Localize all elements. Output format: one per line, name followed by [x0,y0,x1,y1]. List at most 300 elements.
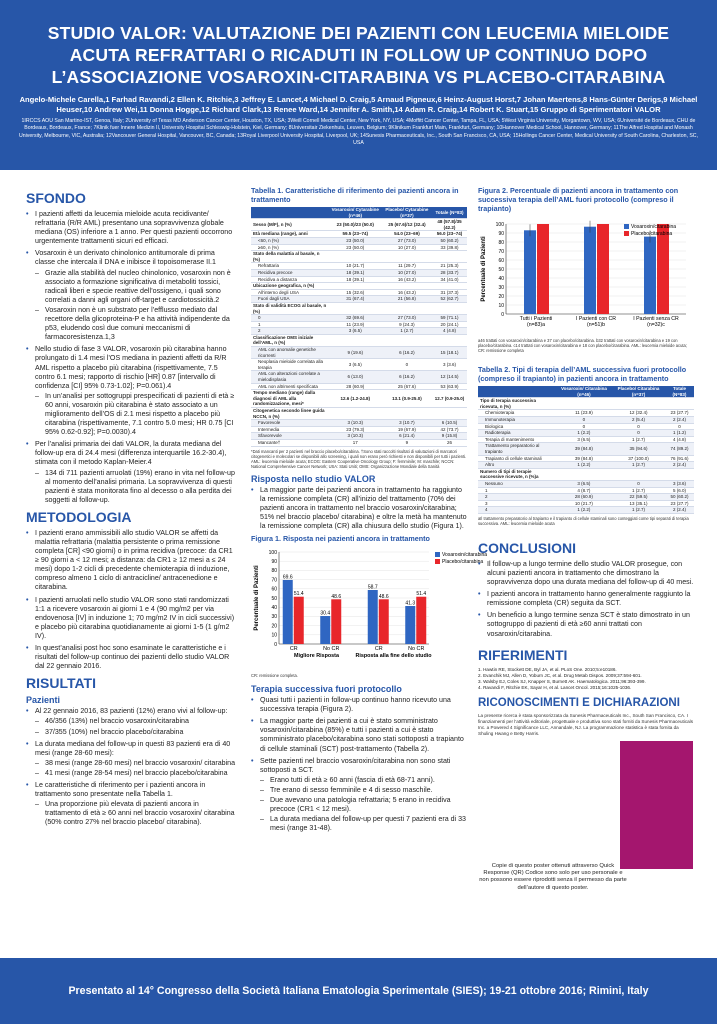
bar [294,597,304,644]
table-cell [556,468,612,480]
metodologia-list [26,529,236,671]
table-row [251,296,467,303]
column-middle [251,186,488,836]
x-tick-label: Tutti i Pazienti [519,316,553,322]
heading-sfondo: SFONDO [26,190,86,206]
y-tick-label: 70 [271,577,277,584]
table-cell: 6 (16.2) [382,347,432,359]
table-row [251,433,467,440]
y-tick-label: 20 [271,623,277,630]
table-cell: 2 (2.4) [665,462,694,469]
table-cell [665,398,694,410]
qr-area [478,741,694,891]
y-tick-label: 0 [274,641,277,648]
x-tick-label: CR [289,646,298,653]
references-list [478,667,694,691]
table-row [478,423,694,430]
table-row [478,436,694,443]
affiliations: 1IRCCS AOU San Martino-IST, Genoa, Italy; 2University of Texas MD Anderson Cancer Center, Houston, TX, USA; 3Weill Cornell Medical Center, New York, NY, USA; 4Moffitt Cancer Center, Tampa, FL, USA; 5West Virginia University, Morgantown, WV, USA; 6Université de Bordeaux, CHU de Bordeaux, Bordeaux, France; 7Klinik fuer Innere Medizin II, University Hospital Schleswig-Holstein, Kiel, Germany; 8Universitair Ziekenhuis, Leuven, Belgium; 9Klinikum Frankfurt Main, Frankfurt, Germany; 10Hannover Medical School, Hannover, Germany; 11The Alfred Hospital and Monash University, Melbourne, VIC, Australia; 12Vancouver General Hospital, Vancouver, BC, Canada; 13Royal Liverpool University Hospital, Liverpool, UK; 14Sunesis Pharmaceuticals, Inc., South San Francisco, CA, USA; 15Hollings Cancer Center, Medical University of South Carolina, Charleston, SC, USA [18,118,698,147]
list-item: • Il follow-up a lungo termine dello studio VALOR prosegue, con alcuni pazienti ancora in trattamento che dimostrano la sopravvivenza dopo una durata mediana del follow-up di 40 mesi. [478,560,694,587]
data-label: 51.4 [416,591,427,598]
bar [379,599,389,644]
table-header-row [251,207,467,219]
table-cell: 16 (43.2) [382,276,432,283]
table-cell: Recidiva a distanza [251,276,329,283]
table-row [478,468,694,480]
table-cell: Intermedia [251,426,329,433]
table-cell: 28 (60.9) [329,383,382,390]
table-cell: 9 (19.6) [329,347,382,359]
table-cell: Mancante† [251,439,329,446]
table-cell: 1 (2.7) [612,507,665,514]
subheading-pazienti: Pazienti [26,695,61,706]
list-item [26,249,236,342]
y-tick-label: 60 [271,586,277,593]
sub-list-item: – Due avevano una patologia refrattaria; 5 erano in recidiva precoce (CR1 < 12 mesi). [260,796,467,814]
list-item [26,740,236,778]
table-cell [329,283,382,290]
list-item: • Quasi tutti i pazienti in follow-up continuo hanno ricevuto una successiva terapia (Figura 2). [251,696,467,714]
poster-footer: Presentato al 14° Congresso della Società Italiana Ematologia Sperimentale (SIES); 19-21 ottobre 2016; Rimini, Italy [0,958,717,1024]
y-tick-label: 40 [498,275,504,282]
sfondo-list [26,210,236,505]
table-cell: 2 [478,494,556,501]
table-cell [432,251,467,263]
table-row [478,480,694,487]
table-cell: 1 (2.7) [612,487,665,494]
legend-label: Placebo/citarabina [631,231,673,237]
data-label: 69.6 [282,574,293,581]
legend-label: Vosaroxin/citarabina [442,552,488,559]
y-axis-label: Percentuale di Pazienti [254,565,260,631]
list-item [26,707,236,736]
risposta-list [251,486,467,531]
sub-list-item: – Vosaroxin non è un substrato per l’efflusso mediato dal recettore della glicoproteina-P e ha attività indipendente da p53, eludendo così due comuni meccanismi di farmacoresistenza.1,3 [35,306,236,342]
y-tick-label: 100 [268,549,277,556]
bar [283,580,293,644]
group-label: Risposta alla fine dello studio [355,653,432,660]
table-cell: 3 (10.3) [329,420,382,427]
table2-notes: aIl trattamento preparatorio al trapianto e il trapianto di cellule staminali sono conteggiati come tipi separati di terapia successiva. AML: leucemia mieloide acuta [478,515,689,526]
table-row [251,426,467,433]
table-cell: <60, n (%) [251,237,329,244]
sub-list-item: – Erano tutti di età ≥ 60 anni (fascia di età 68-71 anni). [260,776,467,785]
bar [584,227,596,314]
table-cell: AML con alterazioni correlate a mielodisplasia [251,371,329,383]
table-cell: Stato della malattia al basale, n (%) [251,251,329,263]
x-tick-label: I Pazienti senza CR [633,316,679,322]
table-cell: 1 (2.7) [612,462,665,469]
list-item: • I pazienti ancora in trattamento hanno generalmente raggiunto la remissione completa (CR) seguita da SCT. [478,590,694,608]
table-cell [432,283,467,290]
table-cell: Classificazione OMS iniziale dell’AML, n (%) [251,334,329,346]
table-cell: 0 [556,416,612,423]
table-cell [612,468,665,480]
table-cell: 76 (91.6) [665,455,694,462]
table-cell: 12 (14.5) [432,371,467,383]
table-cell: Neoplasia mieloide correlata alla terapia [251,359,329,371]
heading-conclusioni: CONCLUSIONI [478,539,576,556]
sub-list-item: – Tre erano di sesso femminile e 4 di sesso maschile. [260,786,467,795]
table-cell: Biologica [478,423,556,430]
figure1-title: Figura 1. Risposta nei pazienti ancora in trattamento [251,534,430,544]
x-tick-label: No CR [323,646,340,653]
table-cell: 12.6 (1.2-24.8) [329,390,382,408]
reference-item: 4. Ravandi F, Ritchie EK, Sayar H, et al. Lancet Oncol. 2015;16:1025-1036. [478,684,632,690]
table-cell: 5 (6.0) [665,487,694,494]
bar [320,616,330,644]
table-cell: 2 (5.4) [612,416,665,423]
table-row [251,334,467,346]
table-cell: 23 (50.0)/23 (50.0) [329,219,382,231]
table-row [251,347,467,359]
list-item [26,781,236,827]
sub-list-item: – 41 mesi (range 28-54 mesi) nel braccio placebo/citarabina [35,769,236,778]
table-row [251,390,467,408]
table-row [478,416,694,423]
table-cell: Favorevole [251,420,329,427]
list-item-text: Vosaroxin è un derivato chinolonico antitumorale di prima classe che intercala il DNA e inibisce il topoisomerase II.1 [35,249,216,267]
table-cell: 31 (37.3) [432,289,467,296]
table-cell: 6 (10.5) [432,420,467,427]
bar [657,224,669,314]
table-cell: 6 (21.4) [382,433,432,440]
table-cell: 13 (35.1) [612,500,665,507]
table-row [478,500,694,507]
acknowledgements-text: La presente ricerca è stata sponsorizzata da Sunesis Pharmaceuticals Inc., South San Francisco, CA. I finanziamenti per l’attività editoriale, progettuale e produttiva sono stati forniti da Sunesis Pharmaceuticals Inc. a Powered 4 Significance LLC, Annandale, NJ. La programmazione statistica è stata fornita da Shuling Hwang e Betty Harris. [478,712,694,736]
table-cell: Stato di validità ECOG al basale, n (%) [251,302,329,314]
table-cell: 15 (32.6) [329,289,382,296]
table-cell: 23 (27.7) [665,500,694,507]
table-cell: 21 (56.8) [382,296,432,303]
table-cell: Radioterapia [478,430,556,437]
table-cell: 4 (4.8) [665,436,694,443]
sub-list-item: – 37/355 (10%) nel braccio placebo/citarabina [35,728,236,737]
table-header-cell: Placebo/ Citarabina (n=37) [612,386,665,398]
table-cell: 1 (2.2) [556,462,612,469]
table-row [251,263,467,270]
table-cell: Tipo di terapia successiva ricevuta, n (%) [478,398,556,410]
list-item: • La maggior parte dei pazienti a cui è stato somministrato vosaroxin/citarabina (85%) e tutti i pazienti a cui è stato somministrato placebo/citarabina sono stati sottoposti a trapianto di cellule staminali (SCT) post-trattamento (Tabella 2). [251,717,467,753]
table-cell: 3 (10.7) [382,420,432,427]
legend-swatch [624,231,629,236]
table-cell [382,251,432,263]
table-row [251,371,467,383]
y-tick-label: 20 [498,293,504,300]
table-cell [382,334,432,346]
table-cell: 50 (60.2) [432,237,467,244]
sub-list-item: – Una proporzione più elevata di pazienti ancora in trattamento di età ≥ 60 anni nel braccio vosaroxin/ citarabina (50% contro 27% nel braccio placebo/ citarabina). [35,800,236,827]
table-row [251,289,467,296]
table-cell: 1 [478,487,556,494]
figure1-note: CR: remissione completa. [251,673,298,679]
y-tick-label: 50 [271,595,277,602]
table-cell: 35 (94.6) [612,443,665,455]
table-cell: 12.7 (0.9-25.0) [432,390,467,408]
data-label: 30.4 [320,610,331,617]
list-item: • La maggior parte dei pazienti ancora in trattamento ha raggiunto la remissione completa (CR) all’inizio del trattamento (70% dei pazienti ancora in trattamento nel braccio vosaroxin/citarabina; 51% nel braccio placebo/ citarabina) e oltre la metà ha mantenuto la remissione completa (CR) alla chiusura dello studio (Figura 1). [251,486,467,531]
table-row [251,328,467,335]
table-cell: 3 (3.6) [432,359,467,371]
table-row [478,462,694,469]
terapia-list [251,696,467,833]
table-row [478,507,694,514]
table-cell: 22 (59.5) [612,494,665,501]
table-row [478,455,694,462]
table-cell: 1 (2.2) [556,430,612,437]
y-tick-label: 30 [498,284,504,291]
table-cell: 1 [251,321,329,328]
table-cell: Chemioterapia [478,410,556,417]
figure2-title: Figura 2. Percentuale di pazienti ancora in trattamento con successiva terapia dell’AML fuori protocollo (compreso il trapianto) [478,186,679,213]
table-row [251,315,467,322]
table-cell [432,408,467,420]
table-cell: 19 (67.9) [382,426,432,433]
table-cell: 0 [382,359,432,371]
table-cell: Sfavorevole [251,433,329,440]
table-cell: Terapia di mantenimento [478,436,556,443]
table-cell: 6 (16.2) [382,371,432,383]
column-left [26,186,236,830]
table-cell: 13.1 (0.9-25.0) [382,390,432,408]
list-item: • In quest’analisi post hoc sono esaminate le caratteristiche e i risultati del follow-up continuo dei pazienti dello studio VALOR dal 22 gennaio 2016. [26,644,236,671]
data-label: 48.6 [331,593,342,600]
table-cell: 3 (10.3) [329,433,382,440]
table-cell: 1 (2.7) [612,436,665,443]
table-cell: 48 (57.8)/35 (42.2) [432,219,467,231]
table-cell: 10 (27.0) [382,269,432,276]
table-cell: 34 (41.0) [432,276,467,283]
table-cell: 3 (6.5) [556,480,612,487]
table-cell: 0 [612,480,665,487]
table-cell: 16 (43.2) [382,289,432,296]
qr-code[interactable] [620,741,693,869]
y-tick-label: 60 [498,257,504,264]
list-item [251,757,467,834]
legend-label: Vosaroxin/citarabina [631,224,677,230]
table-cell [382,283,432,290]
table-cell: 23 (50.0) [329,244,382,251]
table-cell: 20 (24.1) [432,321,467,328]
table-cell [329,408,382,420]
table-cell: 53 (63.9) [432,383,467,390]
table-header-cell [251,207,329,219]
reference-item: 2. Evanchik MJ, Allen D, Yoburn JC, et al. Drug Metab Dispos. 2009;37:594-601. [478,672,642,678]
table-cell: 0 [556,423,612,430]
table-cell: Fuori dagli USA [251,296,329,303]
heading-metodologia: METODOLOGIA [26,508,132,525]
table-cell: 15 (18.1) [432,347,467,359]
table-cell: 21 (25.3) [432,263,467,270]
table-cell: 59 (71.1) [432,315,467,322]
table-cell: 39 (84.8) [556,443,612,455]
table-cell: 23 (50.0) [329,237,382,244]
table-cell: Altro [478,462,556,469]
data-label: 51.4 [293,591,304,598]
table-header-cell: Totale (N=83) [432,207,467,219]
table-cell: 27 (73.0) [382,237,432,244]
table-cell: 0 [665,423,694,430]
table-cell: Recidiva precoce [251,269,329,276]
table-cell: 10 (21.7) [556,500,612,507]
table-row [251,251,467,263]
table-cell: Trapianto di cellule staminali [478,455,556,462]
table-cell [612,398,665,410]
bar [416,597,426,644]
table-cell: 12 (32.4) [612,410,665,417]
list-item-text: Nello studio di fase 3 VALOR, vosaroxin più citarabina hanno prolungato di 1.4 mesi l’OS mediana in pazienti affetti da R/R AML rispetto a placebo più citarabina (rispettivamente, 7.5 contro 6.1 mesi; rapporto di rischio [HR] 0.87 [intervallo di confidenza [CI] 95% 0.73-1.02]; P=0.061).4 [35,345,227,390]
poster-header [0,0,717,170]
table-row [251,219,467,231]
heading-risultati: RISULTATI [26,675,96,692]
table-cell: 18 (39.1) [329,276,382,283]
table-cell: 52 (62.7) [432,296,467,303]
x-tick-label: I Pazienti con CR [575,316,617,322]
table-row [478,430,694,437]
table-cell: 9 (24.3) [382,321,432,328]
table1-title: Tabella 1. Caratteristiche di riferimento dei pazienti ancora in trattamento [251,186,459,204]
table-cell: 18 (39.1) [329,269,382,276]
x-tick-label: (n=83)a [526,322,546,328]
y-tick-label: 10 [498,302,504,309]
table2 [478,386,694,514]
legend-swatch [435,559,440,564]
table-cell: 54.0 (23–69) [382,231,432,238]
table-cell: 11 (29.7) [382,263,432,270]
table-row [251,269,467,276]
table-row [251,244,467,251]
table1 [251,207,467,447]
table1-notes: *Dati mancanti per 2 pazienti nel braccio placebo/citarabina. †Sono stati raccolti risultati di valutazioni di marcatori citogenetici e molecolari se disponibili allo screening, i quali non erano però richiesti e non disponibili per tutti i pazienti. AML: leucemia mieloide acuta; ECOG: Eastern Cooperative Oncology Group; F: femminile; M: maschile; NCCN: National Comprehensive Cancer Network; USA: Stati Uniti; OMS: Organizzazione Mondiale della Sanità [251,448,467,469]
list-item: • I pazienti affetti da leucemia mieloide acuta recidivante/ refrattaria (R/R AML) presentano una sopravvivenza globale mediana (OS) inferiore a 1 anno. Per questi pazienti occorrono urgentemente trattamenti sicuri ed efficaci. [26,210,236,246]
data-label: 41.3 [405,600,416,607]
y-axis-label: Percentuale di Pazienti [481,236,487,302]
table-cell: 0 [251,315,329,322]
heading-riferimenti: RIFERIMENTI [478,646,568,663]
table-header-cell: Placebo/ Cytarabine (n=37) [382,207,432,219]
table-cell: 31 (67.4) [329,296,382,303]
table-cell: All’interno degli USA [251,289,329,296]
reference-item: 3. Walsby EJ, Coles SJ, Knapper S, Burnett AK. Haematologica. 2011;96:393-399. [478,678,646,684]
table-cell: 1 (2.7) [382,328,432,335]
table-cell: 32 (69.6) [329,315,382,322]
list-item: • Un beneficio a lungo termine senza SCT è stato dimostrato in un sottogruppo di pazienti di età ≥60 anni trattati con vosaroxin/citarabina. [478,611,694,638]
legend-swatch [624,224,629,229]
y-tick-label: 90 [498,230,504,237]
table-cell: Trattamento preparatorio al trapianto [478,443,556,455]
table-cell [382,302,432,314]
group-label: Migliore Risposta [294,653,339,660]
table-cell: 4 [478,507,556,514]
heading-risposta: Risposta nello studio VALOR [251,473,376,484]
x-tick-label: CR [374,646,383,653]
sub-list-item: – 38 mesi (range 28-60 mesi) nel braccio vosaroxin/ citarabina [35,759,236,768]
data-label: 58.7 [367,584,378,591]
figure2-note: a46 trattati con vosaroxin/citarabina e 37 con placebo/citarabina. b32 trattati con vosaroxin/citarabina e 19 con placebo/citarabina. c14 trattati con vosaroxin/citarabina e 18 con placebo/citarabina. AML: leucemia mieloide acuta; CR: remissione completa [478,338,687,353]
y-tick-label: 80 [271,568,277,575]
table-row [251,321,467,328]
table-row [251,408,467,420]
y-tick-label: 90 [271,559,277,566]
bar [405,606,415,644]
bar [597,224,609,314]
qr-caption: Copie di questo poster ottenuti attraverso Quick Response (QR) Codice sono solo per uso personale e non possono essere riprodotti senza il permesso da parte dell’autore di questo poster. [479,862,627,891]
table-row [251,439,467,446]
table-row [251,302,467,314]
y-tick-label: 100 [495,221,504,228]
table-cell: 1 (1.2) [665,430,694,437]
table-header-row [478,386,694,398]
poster-title: STUDIO VALOR: VALUTAZIONE DEI PAZIENTI CON LEUCEMIA MIELOIDE ACUTA REFRATTARI O RICADUTI IN FOLLOW UP CONTINUO DOPO L’ASSOCIAZIONE VOSAROXIN-CITARABINA VS PLACEBO-CITARABINA [47,23,670,87]
table-cell [556,398,612,410]
legend-label: Placebo/citarabina [442,559,484,566]
table-cell: 9 [382,439,432,446]
sub-list-item: – In un’analisi per sottogruppi prespecificati di pazienti di età ≥ 60 anni, vosaroxin più citarabina è stato associato a un miglioramento dell’OS di 2.1 mesi rispetto a placebo più citarabina (rispettivamente, 7.1 contro 5.0 mesi; HR 0.75 [CI 95% 0.62-0.92]; P=0.0030).4 [35,392,236,437]
y-tick-label: 10 [271,632,277,639]
table-cell: 3 (6.5) [556,436,612,443]
table-cell: 0 [612,423,665,430]
sub-list-item: – 46/356 (13%) nel braccio vosaroxin/citarabina [35,717,236,726]
y-tick-label: 0 [501,311,504,318]
table-header-cell [478,386,556,398]
table-cell [432,302,467,314]
sub-list-item: – 134 di 711 pazienti arruolati (19%) erano in vita nel follow-up al momento dell’analisi primaria. La sopravvivenza di questi pazienti è stata monitorata fino al decesso o alla perdita dei soggetti al follow-up. [35,469,236,505]
y-tick-label: 40 [271,605,277,612]
table-cell: 59.5 (23–74) [329,231,382,238]
table-row [251,283,467,290]
list-item-text: Le caratteristiche di riferimento per i pazienti ancora in trattamento sono presentate nella Tabella 1. [35,780,206,799]
table-row [478,487,694,494]
table-row [251,383,467,390]
table-cell: 39 (84.8) [556,455,612,462]
bar [331,599,341,644]
bar [644,237,656,314]
table-row [251,420,467,427]
table-cell: 3 (3.6) [665,480,694,487]
table-cell: 2 [251,328,329,335]
table-cell [382,408,432,420]
list-item: • I pazienti erano ammissibili allo studio VALOR se affetti da malattia refrattaria (malattia persistente o prima remissione completa [CR] <90 giorni) o in prima recidiva (precoce: da CR1 ≥ 90 giorni a < 12 mesi; a distanza: da CR1 ≥ 12 mesi a ≤ 24 mesi) dopo 1-2 cicli di precedente chemioterapia di induzione, compreso almeno 1 ciclo di antracicline/ antracenedione e citarabina. [26,529,236,593]
table-cell: 50 (60.2) [665,494,694,501]
table-row [251,276,467,283]
table-cell [329,302,382,314]
table-row [251,359,467,371]
x-tick-label: No CR [408,646,425,653]
list-item [26,440,236,505]
table-cell: Numero di tipi di terapie successive ricevute, n (%)a [478,468,556,480]
table-cell [665,468,694,480]
list-item-text: Per l’analisi primaria dei dati VALOR, la durata mediana del follow-up era di 24.4 mesi (differenza interquartile 16.2-30.4), stimata con il metodo Kaplan-Meier.4 [35,440,227,467]
list-item-text: La durata mediana del follow-up in questi 83 pazienti era di 40 mesi (range 28-60 mesi): [35,739,231,757]
x-tick-label: (n=32)c [647,322,665,328]
table-cell: 2 (2.4) [665,507,694,514]
table-cell [432,334,467,346]
table-cell: Nessuno [478,480,556,487]
table-cell: 4 (8.7) [556,487,612,494]
table-row [251,231,467,238]
table-cell [329,334,382,346]
bar [368,590,378,644]
table-cell: 6 (13.0) [329,371,382,383]
table-cell: 26 [432,439,467,446]
legend-swatch [435,552,440,557]
table-header-cell: Vosaroxin/ Citarabina (n=46) [556,386,612,398]
table-cell: 2 (2.4) [665,416,694,423]
list-item [26,345,236,437]
conclusioni-list [478,560,694,639]
table-cell: Citogenetica secondo linee guida NCCN, n (%) [251,408,329,420]
table-cell: 25 (67.6)/12 (32.4) [382,219,432,231]
